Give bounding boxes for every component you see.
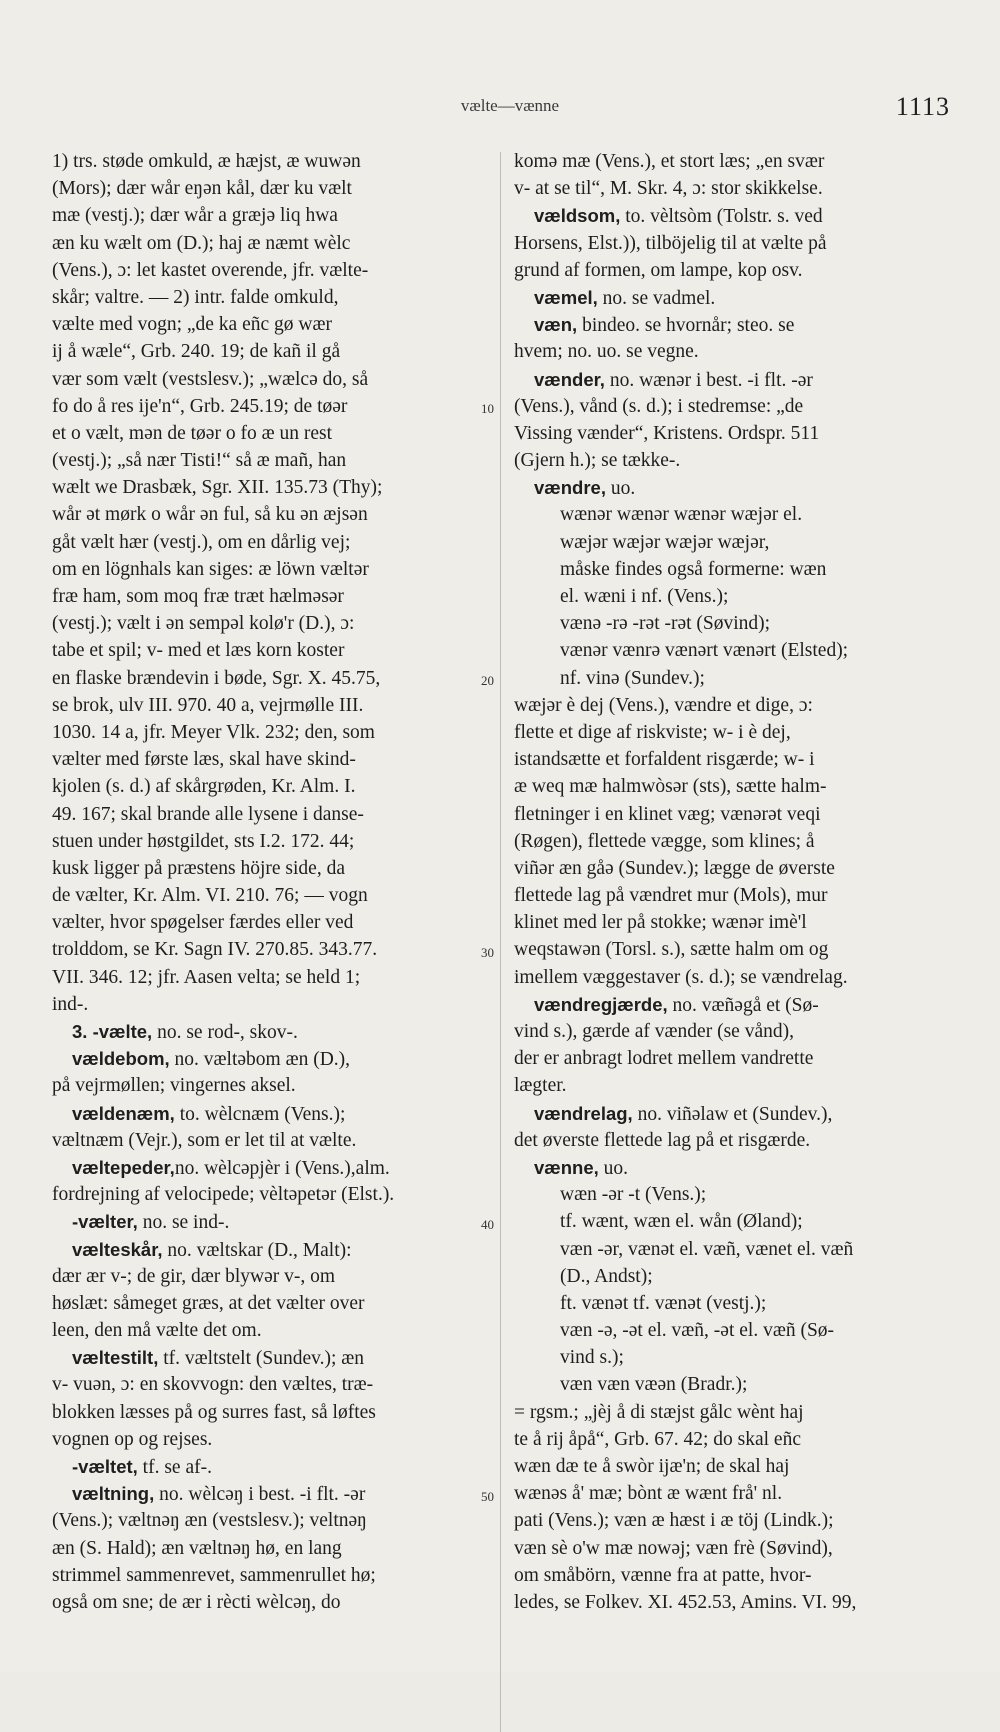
text-line [52,665,492,692]
text-line [514,148,954,175]
line-text: tf. se af-. [137,1457,212,1478]
line-text: vognen op og rejses. [52,1428,213,1450]
line-text: flettede lag på vændret mur (Mols), mur [514,885,828,907]
line-text: 49. 167; skal brande alle lysene i danse- [52,803,364,825]
line-text: to. vèltsòm (Tolstr. s. ved [620,206,823,228]
text-line [514,1263,954,1290]
text-line [514,936,954,963]
text-line [514,230,954,257]
entry-line [514,991,954,1018]
line-text: istandsætte et forfaldent risgærde; w- i [514,749,815,771]
line-text: skår; valtre. — 2) intr. falde omkuld, [52,286,339,308]
text-line [514,175,954,202]
headword: vændregjærde, [534,993,668,1015]
line-text: ij å wæle“, Grb. 240. 19; de kañ il gå [52,341,341,363]
headword: vænne, [534,1156,599,1178]
entry-line [52,1453,492,1480]
entry-line [52,1236,492,1263]
line-text: det øverste flettede lag på et risgærde. [514,1129,811,1151]
headword: væltestilt, [72,1347,159,1369]
line-text: et o vælt, mən de tøər o fo æ un rest [52,422,332,444]
line-text: wælt we Drasbæk, Sgr. XII. 135.73 (Thy); [52,477,383,499]
line-text: mæ (vestj.); dær wår a græjə liq hwa [52,205,338,227]
text-line [52,882,492,909]
text-line [514,1535,954,1562]
line-text: komə mæ (Vens.), et stort læs; „en svær [514,151,825,172]
line-text: ft. vænət tf. vænət (vestj.); [560,1292,767,1314]
entry-line [514,202,954,229]
line-text: wår ət mørk o wår ən ful, så ku ən æjsən [52,504,368,526]
headword: vældenæm, [72,1102,175,1124]
text-line [52,1290,492,1317]
line-text: måske findes også formerne: wæn [560,558,827,580]
text-line [52,257,492,284]
text-line [514,1507,954,1534]
line-text: wænər wænər wænər wæjər el. [560,504,803,526]
text-line [514,529,954,556]
line-text: no. se rod-, skov-. [152,1022,298,1043]
line-marker: 40 [481,1216,494,1232]
headword: væn, [534,314,578,336]
text-line [514,773,954,800]
text-line [514,1371,954,1398]
line-text: hvem; no. uo. se vegne. [514,341,699,363]
line-text: stuen under høstgildet, sts I.2. 172. 44; [52,830,355,852]
line-text: tf. wænt, wæn el. wån (Øland); [560,1211,803,1233]
text-line [514,447,954,474]
headword: vældebom, [72,1048,170,1070]
line-text: (vestj.); vælt i ən sempəl kolø'r (D.), ɔ: [52,613,355,635]
line-text: de vælter, Kr. Alm. VI. 210. 76; — vogn [52,885,368,907]
line-text: høslæt: såmeget græs, at det vælter over [52,1292,365,1314]
text-line [514,610,954,637]
text-line [52,556,492,583]
text-line [52,1507,492,1534]
headword: vændre, [534,477,606,499]
line-text: (vestj.); „så nær Tisti!“ så æ mañ, han [52,450,347,472]
text-line [52,284,492,311]
line-text: uo. [605,478,636,500]
text-line [514,583,954,610]
line-text: (Gjern h.); se tække-. [514,450,681,472]
line-text: om en lögnhals kan siges: æ löwn væltər [52,558,369,580]
line-text: vind s.); [560,1347,624,1369]
text-line [52,692,492,719]
line-text: 1) trs. støde omkuld, æ hæjst, æ wuwən [52,151,361,172]
text-line [52,583,492,610]
text-line [52,746,492,773]
text-line [52,637,492,664]
entry-line [52,1100,492,1127]
text-line [52,175,492,202]
text-line [52,1371,492,1398]
line-text: pati (Vens.); væn æ hæst i æ töj (Lindk.); [514,1510,834,1532]
line-text: flette et dige af riskviste; w- i è dej, [514,721,791,743]
text-line [514,501,954,528]
headword: væltepeder, [72,1156,175,1178]
line-text: el. wæni i nf. (Vens.); [560,586,729,607]
text-line [514,257,954,284]
line-text: æ weq mæ halmwòsər (sts), sætte halm- [514,776,827,798]
line-text: wænəs å' mæ; bònt æ wænt frå' nl. [514,1483,783,1505]
line-text: (Vens.); væltnəŋ æn (vestslesv.); veltnəŋ [52,1510,367,1532]
text-line [52,529,492,556]
entry-line [52,1045,492,1072]
page-number: 1113 [895,92,950,121]
line-text: æn (S. Hald); æn væltnəŋ hø, en lang [52,1537,342,1559]
line-text: no. wèlcəŋ i best. -i flt. -ər [154,1484,366,1506]
text-line [514,909,954,936]
text-line [52,366,492,393]
text-line [514,420,954,447]
line-text: (Vens.), ɔ: let kastet overende, jfr. vælte- [52,259,369,281]
text-line [52,773,492,800]
line-text: Vissing vænder“, Kristens. Ordspr. 511 [514,422,820,444]
right-column [514,148,954,1616]
headword: vældsom, [534,205,621,227]
line-marker: 50 [481,1488,494,1504]
text-line [52,1426,492,1453]
text-line [514,855,954,882]
entry-line [52,1018,492,1045]
entry-line [514,311,954,338]
line-text: 1030. 14 a, jfr. Meyer Vlk. 232; den, som [52,721,375,743]
line-text: imellem væggestaver (s. d.); se vændrelag. [514,966,848,988]
line-text: også om sne; de ær i rècti wèlcəŋ, do [52,1591,341,1613]
text-line [52,148,492,175]
line-text: v- vuən, ɔ: en skovvogn: den væltes, træ- [52,1374,374,1396]
entry-line [52,1154,492,1181]
text-line [514,1181,954,1208]
text-line [52,474,492,501]
text-line [514,665,954,692]
text-line [52,719,492,746]
line-text: no. se vadmel. [597,287,716,309]
text-line [514,828,954,855]
line-text: kjolen (s. d.) af skårgrøden, Kr. Alm. I. [52,776,356,798]
line-text: (Vens.), vånd (s. d.); i stedremse: „de [514,395,804,417]
text-line [514,746,954,773]
text-line [52,1589,492,1616]
line-text: ledes, se Folkev. XI. 452.53, Amins. VI. 99, [514,1591,857,1613]
line-text: se brok, ulv III. 970. 40 a, vejrmølle III. [52,694,364,716]
entry-line [514,474,954,501]
text-line [514,1290,954,1317]
text-line [52,1181,492,1208]
line-text: VII. 346. 12; jfr. Aasen velta; se held 1; [52,966,361,988]
entry-line [514,1154,954,1181]
text-line [52,447,492,474]
line-text: gåt vælt hær (vestj.), om en dårlig vej; [52,531,351,553]
entry-line [52,1480,492,1507]
line-text: væn sè o'w mæ nowəj; væn frè (Søvind), [514,1537,833,1559]
line-text: wæn -ər -t (Vens.); [560,1184,707,1206]
text-line [52,1072,492,1099]
text-line [52,338,492,365]
line-text: fordrejning af velocipede; vèltəpetər (Elst.). [52,1184,395,1206]
text-line [52,801,492,828]
text-line [52,855,492,882]
line-text: vælter, hvor spøgelser færdes eller ved [52,912,354,934]
text-line [52,1562,492,1589]
line-text: = rgsm.; „jèj å di stæjst gålc wènt haj [514,1401,804,1423]
line-text: wæjər wæjər wæjər wæjər, [560,531,770,553]
line-text: no. se ind-. [137,1212,230,1234]
line-text: vænə -rə -rət -rət (Søvind); [560,613,771,635]
line-text: weqstawən (Torsl. s.), sætte halm om og [514,939,829,961]
text-line [514,1127,954,1154]
line-text: viñər æn gåə (Sundev.); lægge de øverste [514,857,835,879]
text-line [514,1018,954,1045]
left-column [52,148,492,1616]
text-line [52,991,492,1018]
line-text: no. wèlcəpjèr i (Vens.),alm. [174,1157,390,1179]
text-line [514,1236,954,1263]
line-text: væn væn væən (Bradr.); [560,1374,748,1396]
headword: vælteskår, [72,1238,163,1260]
text-line [514,1072,954,1099]
text-line [514,882,954,909]
text-line [52,230,492,257]
line-text: tf. væltstelt (Sundev.); æn [158,1348,365,1370]
headword: væltning, [72,1483,155,1505]
line-text: æn ku wælt om (D.); haj æ næmt wèlc [52,232,351,254]
text-line [52,936,492,963]
text-line [514,1562,954,1589]
line-text: en flaske brændevin i bøde, Sgr. X. 45.75, [52,667,381,689]
line-text: nf. vinə (Sundev.); [560,667,705,689]
line-text: kusk ligger på præstens höjre side, da [52,857,345,879]
line-text: (Mors); dær wår eŋən kål, dær ku vælt [52,178,352,200]
line-text: uo. [598,1157,629,1179]
headword: vændrelag, [534,1102,633,1124]
text-line [514,719,954,746]
line-text: (D., Andst); [560,1265,653,1287]
line-text: vind s.), gærde af vænder (se vånd), [514,1021,794,1042]
line-text: grund af formen, om lampe, kop osv. [514,259,803,281]
line-text: der er anbragt lodret mellem vandrette [514,1048,814,1070]
text-line [514,1399,954,1426]
text-line [52,1263,492,1290]
line-text: no. væltskar (D., Malt): [162,1239,352,1261]
line-text: (Røgen), flettede vægge, som klines; å [514,830,815,852]
line-text: Horsens, Elst.)), tilböjelig til at vælte på [514,232,827,254]
line-text: fo do å res ije'n“, Grb. 245.19; de tøər [52,395,348,417]
column-divider [500,152,501,1732]
text-line [514,1426,954,1453]
text-line [514,692,954,719]
text-line [52,828,492,855]
text-line [514,1208,954,1235]
text-line [514,1045,954,1072]
line-text: væn -ə, -ət el. væñ, -ət el. væñ (Sø- [560,1320,835,1342]
line-text: wæn dæ te å swòr ijæ'n; de skal haj [514,1456,790,1477]
text-line [52,610,492,637]
text-line [514,393,954,420]
text-line [514,637,954,664]
line-text: om småbörn, vænne fra at patte, hvor- [514,1564,812,1586]
line-text: no. væltəbom æn (D.), [169,1049,351,1071]
line-text: væn -ər, vænət el. væñ, vænet el. væñ [560,1238,854,1260]
line-text: vælte med vogn; „de ka eñc gø wær [52,314,332,336]
entry-line [514,284,954,311]
running-title: vælte—vænne [460,96,560,115]
text-line [52,501,492,528]
text-line [514,1453,954,1480]
text-line [514,1589,954,1616]
line-text: strimmel sammenrevet, sammenrullet hø; [52,1564,376,1586]
line-text: bindeo. se hvornår; steo. se [577,315,795,337]
headword: 3. -vælte, [72,1021,153,1042]
text-line [514,556,954,583]
text-line [52,1399,492,1426]
line-text: blokken læsses på og surres fast, så løftes [52,1401,376,1423]
line-marker: 30 [481,944,494,960]
line-text: ind-. [52,993,89,1015]
text-line [52,1127,492,1154]
text-line [52,1535,492,1562]
line-marker: 20 [481,672,494,688]
text-line [52,311,492,338]
line-text: no. wænər i best. -i flt. -ər [604,369,813,391]
line-text: fletninger i en klinet væg; vænərət veqi [514,803,821,825]
line-text: fræ ham, som moq fræ træt hælməsər [52,586,344,607]
text-line [52,393,492,420]
line-text: no. væñəgå et (Sø- [667,994,819,1016]
text-line [514,338,954,365]
text-line [514,964,954,991]
line-text: vælter med første læs, skal have skind- [52,749,356,771]
line-text: klinet med ler på stokke; wænər imè'l [514,912,807,934]
line-text: på vejrmøllen; vingernes aksel. [52,1075,296,1097]
line-text: wæjər è dej (Vens.), vændre et dige, ɔ: [514,694,813,716]
text-line [514,1480,954,1507]
headword: -vælter, [72,1211,138,1233]
line-text: to. wèlcnæm (Vens.); [174,1103,346,1125]
headword: vænder, [534,368,605,390]
text-line [52,1317,492,1344]
line-text: v- at se til“, M. Skr. 4, ɔ: stor skikkelse. [514,178,823,200]
entry-line [514,1100,954,1127]
text-line [52,964,492,991]
line-text: vænər vænrə vænərt vænərt (Elsted); [560,640,849,662]
line-text: tabe et spil; v- med et læs korn koster [52,640,345,662]
headword: væmel, [534,286,598,308]
line-text: te å rij åpå“, Grb. 67. 42; do skal eñc [514,1428,801,1450]
line-text: trolddom, se Kr. Sagn IV. 270.85. 343.77. [52,939,378,961]
line-text: leen, den må vælte det om. [52,1320,262,1342]
headword: -væltet, [72,1456,138,1477]
text-line [514,1317,954,1344]
line-marker: 10 [481,400,494,416]
line-text: dær ær v-; de gir, dær blywər v-, om [52,1265,336,1287]
text-line [52,202,492,229]
line-text: vær som vælt (vestslesv.); „wælcə do, så [52,368,369,390]
entry-line [52,1208,492,1235]
entry-line [514,366,954,393]
line-text: no. viñəlaw et (Sundev.), [632,1103,833,1125]
entry-line [52,1344,492,1371]
text-line [514,1344,954,1371]
text-line [514,801,954,828]
line-text: lægter. [514,1075,567,1097]
line-text: væltnæm (Vejr.), som er let til at vælte. [52,1129,357,1151]
text-line [52,909,492,936]
text-line [52,420,492,447]
